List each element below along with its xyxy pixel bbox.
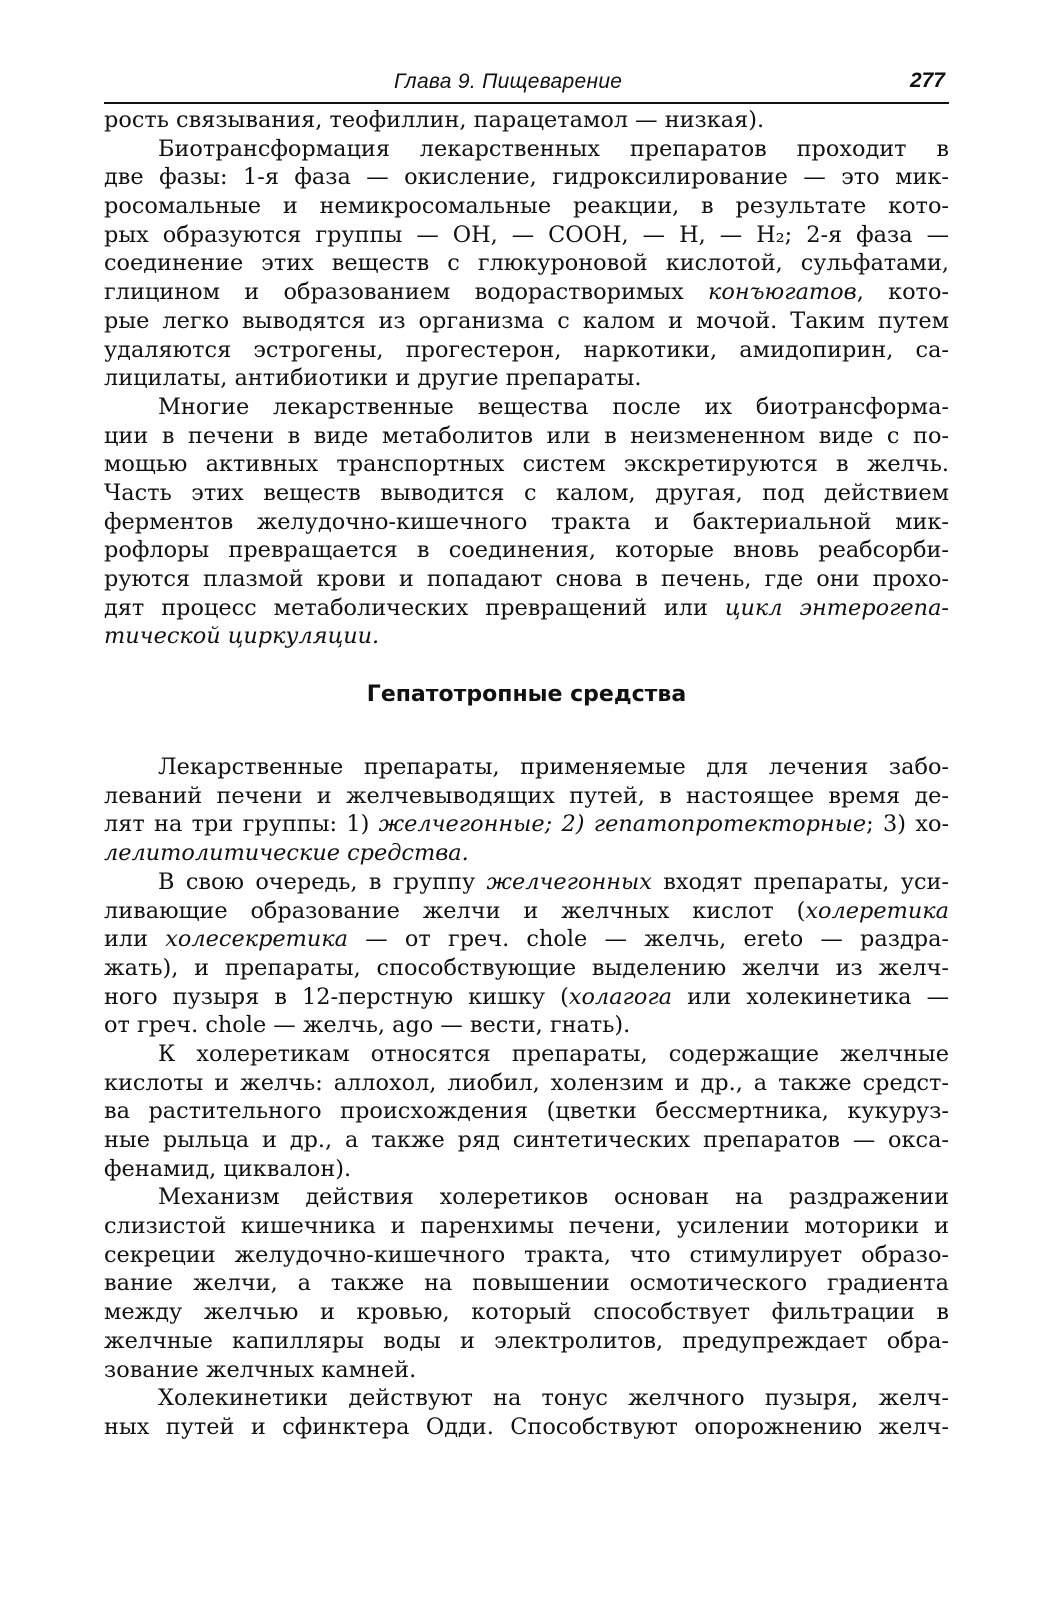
text-line: удаляются эстрогены, прогестерон, наркотики, амидопирин, са- bbox=[104, 336, 949, 363]
text-line: кислоты и желчь: аллохол, лиобил, холензим и др., а также средст- bbox=[104, 1069, 949, 1096]
text-line: рых образуются группы — ОН, — СООН, — Н, — Н₂; 2-я фаза — bbox=[104, 221, 949, 248]
text-line: вание желчи, а также на повышении осмотического градиента bbox=[104, 1270, 949, 1297]
text-line: фенамид, циквалон). bbox=[104, 1155, 352, 1182]
text-run: , кото- bbox=[856, 279, 949, 306]
text-line: две фазы: 1-я фаза — окисление, гидроксилирование — это мик- bbox=[104, 164, 949, 191]
text-line: росомальные и немикросомальные реакции, в результате кото- bbox=[104, 193, 949, 220]
emphasized-term: холагога bbox=[568, 983, 673, 1010]
text-line: руются плазмой крови и попадают снова в печень, где они прохо- bbox=[104, 566, 949, 592]
text-line: леваний печени и желчевыводящих путей, в настоящее время де- bbox=[104, 782, 949, 809]
text-line: Лекарственные препараты, применяемые для лечения забо- bbox=[158, 754, 949, 781]
text-line bbox=[104, 983, 949, 1012]
text-line bbox=[104, 868, 949, 897]
emphasized-term: холеретика bbox=[805, 897, 949, 924]
text-run: или bbox=[104, 926, 166, 953]
text-run: лят на три группы: 1) bbox=[104, 811, 379, 838]
text-run: входят препараты, уси- bbox=[651, 868, 949, 895]
emphasized-term: цикл энтерогепа- bbox=[724, 594, 949, 621]
text-line: рофлоры превращается в соединения, которые вновь реабсорби- bbox=[104, 537, 949, 564]
text-line: слизистой кишечника и паренхимы печени, усилении моторики и bbox=[104, 1213, 949, 1240]
book-page bbox=[104, 62, 949, 1442]
text-run: ливающие образование желчи и желчных кислот ( bbox=[104, 897, 806, 924]
emphasized-term: желчегонных bbox=[486, 868, 652, 895]
text-line bbox=[104, 622, 949, 651]
text-line: ных путей и сфинктера Одди. Способствуют опорожнению желч- bbox=[104, 1413, 949, 1440]
text-line bbox=[104, 897, 949, 926]
text-line: от греч. chole — желчь, ago — вести, гнать). bbox=[104, 1012, 631, 1039]
text-line: ные рыльца и др., а также ряд синтетических препаратов — окса- bbox=[104, 1127, 949, 1153]
text-run: дят процесс метаболических превращений или bbox=[104, 594, 725, 621]
text-line: ции в печени в виде метаболитов или в неизмененном виде с по- bbox=[104, 422, 949, 449]
text-line: между желчью и кровью, который способствует фильтрации в bbox=[104, 1299, 949, 1326]
text-line: секреции желудочно-кишечного тракта, что стимулирует образо- bbox=[104, 1241, 949, 1268]
text-line: ферментов желудочно-кишечного тракта и бактериальной мик- bbox=[104, 508, 949, 535]
text-line bbox=[104, 925, 949, 954]
text-line: мощью активных транспортных систем экскретируются в желчь. bbox=[104, 451, 949, 478]
text-line: желчные капилляры воды и электролитов, предупреждает обра- bbox=[104, 1327, 949, 1354]
text-run: или холекинетика — bbox=[672, 983, 949, 1010]
chapter-title: Глава 9. Пищеварение bbox=[394, 70, 623, 93]
running-header bbox=[104, 62, 949, 104]
emphasized-term: тической циркуляции. bbox=[104, 623, 380, 650]
page-number: 277 bbox=[909, 69, 945, 92]
text-run: глицином и образованием водорастворимых bbox=[104, 279, 709, 306]
text-run: ; 3) хо- bbox=[866, 811, 950, 838]
text-line: Холекинетики действуют на тонус желчного пузыря, желч- bbox=[158, 1385, 949, 1412]
body-text bbox=[104, 106, 949, 1442]
text-line: лицилаты, антибиотики и другие препараты. bbox=[104, 365, 642, 392]
emphasized-term: конъюгатов bbox=[708, 279, 857, 306]
text-line: рые легко выводятся из организма с калом и мочой. Таким путем bbox=[104, 307, 949, 334]
text-line: рость связывания, теофиллин, парацетамол — низкая). bbox=[104, 107, 765, 133]
text-line: К холеретикам относятся препараты, содержащие желчные bbox=[158, 1040, 949, 1067]
text-line bbox=[104, 810, 949, 839]
emphasized-term: лелитолитические средства. bbox=[104, 840, 469, 867]
text-run: ного пузыря в 12-перстную кишку ( bbox=[104, 983, 569, 1010]
emphasized-term: желчегонные; 2) гепатопротекторные bbox=[378, 811, 867, 838]
paragraph-block-biotransformation bbox=[104, 106, 949, 651]
paragraph-block-hepatotropic bbox=[104, 753, 949, 1442]
text-run: — от греч. chole — желчь, ereto — раздра- bbox=[348, 926, 949, 953]
section-heading: Гепатотропные средства bbox=[366, 682, 687, 708]
emphasized-term: холесекретика bbox=[165, 926, 349, 953]
text-line: зование желчных камней. bbox=[104, 1356, 417, 1383]
text-line: жать), и препараты, способствующие выделению желчи из желч- bbox=[104, 954, 949, 981]
text-line bbox=[104, 594, 949, 623]
text-line: соединение этих веществ с глюкуроновой кислотой, сульфатами, bbox=[104, 250, 949, 277]
text-line: Механизм действия холеретиков основан на раздражении bbox=[158, 1184, 949, 1211]
text-line: Часть этих веществ выводится с калом, другая, под действием bbox=[104, 479, 949, 506]
text-line: Биотрансформация лекарственных препаратов проходит в bbox=[158, 135, 949, 162]
text-line: ва растительного происхождения (цветки бессмертника, кукуруз- bbox=[104, 1098, 949, 1125]
text-line bbox=[104, 278, 949, 307]
text-run: В свою очередь, в группу bbox=[158, 868, 487, 895]
text-line: Многие лекарственные вещества после их биотрансформа- bbox=[158, 393, 949, 420]
text-line bbox=[104, 839, 949, 868]
